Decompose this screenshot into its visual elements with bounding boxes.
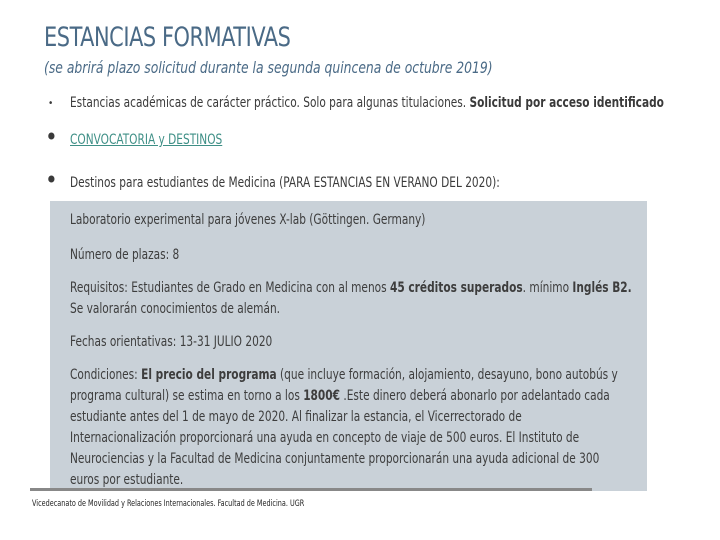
requisitos-line-1: Requisitos: Estudiantes de Grado en Medicina con al menos 45 créditos superados. mínimo Inglés B2.	[70, 280, 632, 296]
plazas-text: Número de plazas: 8	[70, 247, 180, 263]
condiciones-line-6: euros por estudiante.	[70, 472, 184, 488]
requisitos-line-2: Se valorarán conocimientos de alemán.	[70, 301, 281, 317]
bullet-bold-text: Solicitud por acceso identificado	[469, 95, 664, 111]
condiciones-line-1: Condiciones: El precio del programa (que incluye formación, alojamiento, desayuno, bono autobús y	[70, 367, 618, 383]
convocatoria-link[interactable]: CONVOCATORIA y DESTINOS	[70, 132, 223, 148]
condiciones-line-4: Internacionalización proporcionará una ayuda en concepto de viaje de 500 euros. El Instituto de	[70, 430, 580, 446]
footer-divider	[30, 488, 592, 491]
bullet-text: Estancias académicas de carácter práctico. Solo para algunas titulaciones. Solicitud por acceso identificado	[70, 95, 664, 111]
condiciones-line-2: programa cultural) se estima en torno a los 1800€ .Este dinero deberá abonarlo por adelantado cada	[70, 388, 610, 404]
bullet-dot-icon: •	[48, 98, 54, 109]
condiciones-line-3: estudiante antes del 1 de mayo de 2020. Al finalizar la estancia, el Vicerrectorado de	[70, 409, 522, 425]
bullet-text: Destinos para estudiantes de Medicina (PARA ESTANCIAS EN VERANO DEL 2020):	[70, 175, 500, 191]
bullet-dot-icon: •	[45, 166, 58, 194]
fechas-text: Fechas orientativas: 13-31 JULIO 2020	[70, 334, 273, 350]
lab-name: Laboratorio experimental para jóvenes X-lab (Göttingen. Germany)	[70, 212, 426, 228]
page-title: ESTANCIAS FORMATIVAS	[44, 22, 291, 53]
page-subtitle: (se abrirá plazo solicitud durante la segunda quincena de octubre 2019)	[44, 58, 493, 77]
footer-text: Vicedecanato de Movilidad y Relaciones Internacionales. Facultad de Medicina. UGR	[32, 499, 305, 509]
destination-info-box	[50, 201, 647, 491]
bullet-dot-icon: •	[45, 123, 58, 151]
condiciones-line-5: Neurociencias y la Facultad de Medicina conjuntamente proporcionarán una ayuda adicional de 300	[70, 451, 600, 467]
